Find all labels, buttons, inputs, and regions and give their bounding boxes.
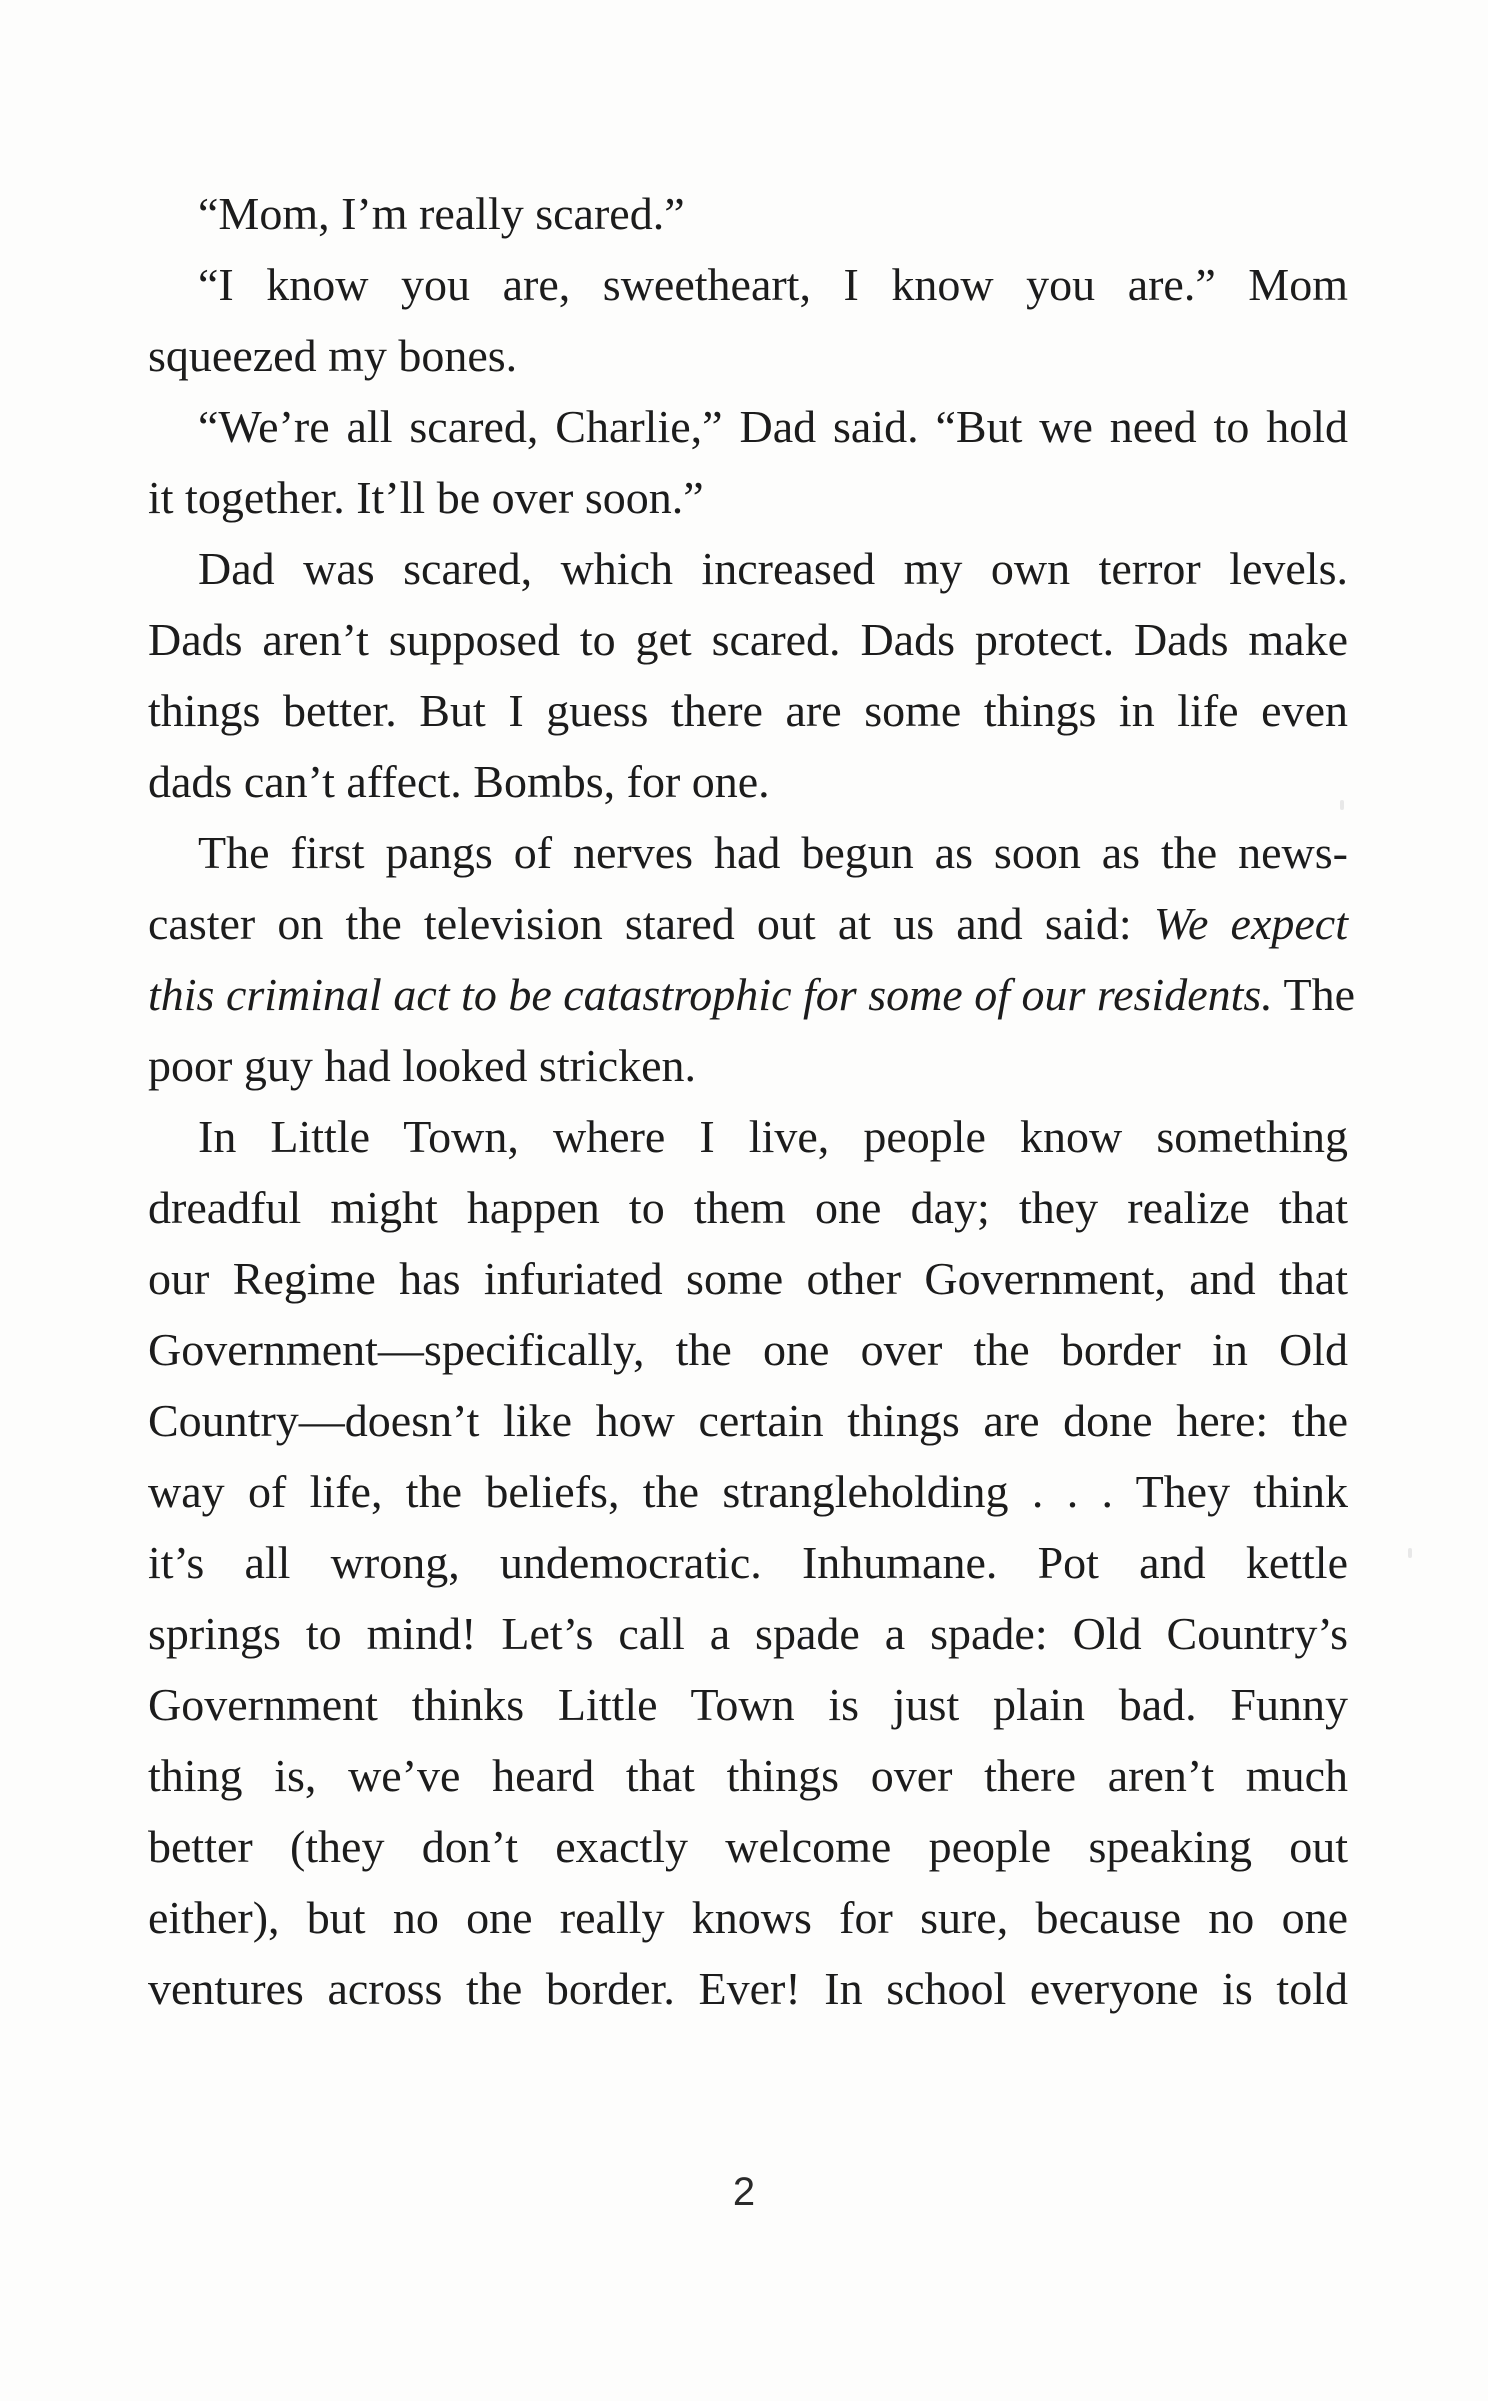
text-line: ventures across the border. Ever! In school everyone is told	[148, 1963, 1348, 2014]
text-line: our Regime has infuriated some other Government, and that	[148, 1253, 1348, 1304]
text-line: springs to mind! Let’s call a spade a spade: Old Country’s	[148, 1608, 1348, 1659]
paragraph-2	[148, 249, 1348, 391]
paragraph-3	[148, 391, 1348, 533]
text-line: things better. But I guess there are some things in life even	[148, 685, 1348, 736]
scan-speck	[1340, 800, 1344, 810]
paragraph-1	[148, 178, 1348, 249]
text-line: The first pangs of nerves had begun as soon as the news-	[198, 827, 1348, 878]
text-line: In Little Town, where I live, people know something	[198, 1111, 1348, 1162]
scan-speck	[1408, 1548, 1412, 1558]
text-line: dads can’t affect. Bombs, for one.	[148, 756, 770, 807]
text-segment: The	[1272, 969, 1355, 1020]
paragraph-4	[148, 533, 1348, 817]
text-line: it together. It’ll be over soon.”	[148, 472, 704, 523]
text-line: Government—specifically, the one over the border in Old	[148, 1324, 1348, 1375]
text-line: Dads aren’t supposed to get scared. Dads protect. Dads make	[148, 614, 1348, 665]
text-segment: caster on the television stared out at us and said:	[148, 898, 1132, 949]
text-line	[148, 888, 1348, 959]
paragraph-5	[148, 817, 1355, 1101]
text-line: poor guy had looked stricken.	[148, 1040, 697, 1091]
text-line: “Mom, I’m really scared.”	[198, 188, 685, 239]
italic-quote: We expect	[1153, 898, 1348, 949]
text-line: better (they don’t exactly welcome people speaking out	[148, 1821, 1348, 1872]
text-line: squeezed my bones.	[148, 330, 518, 381]
italic-quote: this criminal act to be catastrophic for some of our residents.	[148, 969, 1273, 1020]
text-line: dreadful might happen to them one day; they realize that	[148, 1182, 1348, 1233]
text-line: Dad was scared, which increased my own terror levels.	[198, 543, 1348, 594]
page-number: 2	[732, 2170, 756, 2214]
text-line: “We’re all scared, Charlie,” Dad said. “But we need to hold	[198, 401, 1348, 452]
body-text	[148, 178, 1355, 2024]
text-line: it’s all wrong, undemocratic. Inhumane. Pot and kettle	[148, 1537, 1348, 1588]
text-line: Government thinks Little Town is just plain bad. Funny	[148, 1679, 1348, 1730]
text-line: thing is, we’ve heard that things over there aren’t much	[148, 1750, 1348, 1801]
paragraph-6	[148, 1101, 1348, 2024]
text-line: way of life, the beliefs, the strangleholding . . . They think	[148, 1466, 1348, 1517]
text-line: either), but no one really knows for sure, because no one	[148, 1892, 1348, 1943]
text-line: Country—doesn’t like how certain things are done here: the	[148, 1395, 1348, 1446]
text-line	[148, 959, 1355, 1030]
text-line: “I know you are, sweetheart, I know you are.” Mom	[198, 259, 1348, 310]
